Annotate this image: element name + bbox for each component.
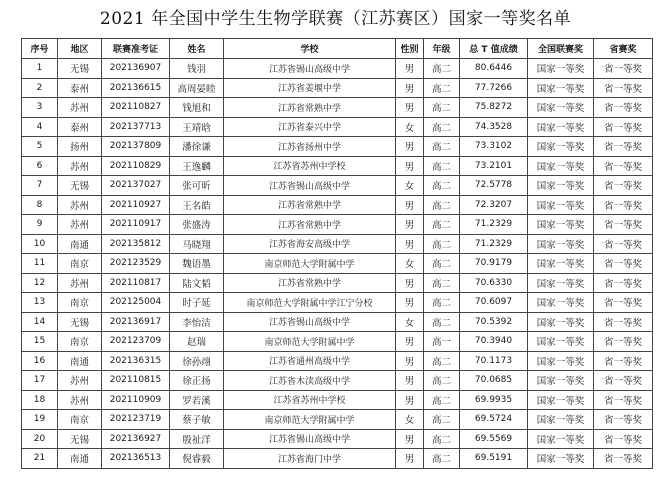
table-row	[22, 449, 653, 469]
cell-name: 赵瑞	[170, 332, 224, 352]
cell-provincial-award: 省一等奖	[594, 410, 653, 430]
cell-gender: 男	[396, 390, 424, 410]
table-row	[22, 293, 653, 313]
cell-score: 72.5778	[460, 176, 528, 196]
cell-name: 罗若溪	[170, 390, 224, 410]
table-row	[22, 410, 653, 430]
cell-national-award: 国家一等奖	[528, 59, 594, 79]
cell-score: 71.2329	[460, 234, 528, 254]
cell-region: 苏州	[58, 273, 102, 293]
cell-region: 无锡	[58, 312, 102, 332]
cell-index: 10	[22, 234, 58, 254]
cell-grade: 高二	[424, 98, 460, 118]
cell-national-award: 国家一等奖	[528, 449, 594, 469]
cell-school: 南京师范大学附属中学	[224, 410, 396, 430]
cell-score: 69.5191	[460, 449, 528, 469]
cell-provincial-award: 省一等奖	[594, 332, 653, 352]
cell-score: 69.9935	[460, 390, 528, 410]
cell-national-award: 国家一等奖	[528, 312, 594, 332]
cell-exam-id: 202110917	[102, 215, 170, 235]
cell-school: 江苏省锡山高级中学	[224, 429, 396, 449]
cell-score: 70.3940	[460, 332, 528, 352]
cell-national-award: 国家一等奖	[528, 78, 594, 98]
cell-provincial-award: 省一等奖	[594, 156, 653, 176]
cell-grade: 高二	[424, 234, 460, 254]
table-row	[22, 98, 653, 118]
cell-score: 77.7266	[460, 78, 528, 98]
table-row	[22, 312, 653, 332]
table-row	[22, 156, 653, 176]
table-row	[22, 234, 653, 254]
cell-school: 江苏省锡山高级中学	[224, 176, 396, 196]
cell-grade: 高二	[424, 410, 460, 430]
cell-grade: 高二	[424, 293, 460, 313]
cell-score: 70.0685	[460, 371, 528, 391]
table-row	[22, 273, 653, 293]
cell-name: 潘徐谦	[170, 137, 224, 157]
cell-exam-id: 202123529	[102, 254, 170, 274]
cell-national-award: 国家一等奖	[528, 293, 594, 313]
cell-national-award: 国家一等奖	[528, 332, 594, 352]
cell-gender: 男	[396, 215, 424, 235]
cell-region: 泰州	[58, 117, 102, 137]
cell-index: 5	[22, 137, 58, 157]
cell-school: 江苏省锡山高级中学	[224, 312, 396, 332]
cell-exam-id: 202110815	[102, 371, 170, 391]
cell-grade: 高二	[424, 117, 460, 137]
cell-index: 18	[22, 390, 58, 410]
cell-gender: 男	[396, 332, 424, 352]
cell-grade: 高二	[424, 78, 460, 98]
cell-school: 江苏省通州高级中学	[224, 351, 396, 371]
cell-national-award: 国家一等奖	[528, 156, 594, 176]
cell-region: 苏州	[58, 390, 102, 410]
table-row	[22, 254, 653, 274]
cell-provincial-award: 省一等奖	[594, 215, 653, 235]
cell-provincial-award: 省一等奖	[594, 371, 653, 391]
cell-region: 南京	[58, 410, 102, 430]
cell-exam-id: 202136513	[102, 449, 170, 469]
cell-national-award: 国家一等奖	[528, 195, 594, 215]
cell-provincial-award: 省一等奖	[594, 117, 653, 137]
cell-name: 殷祉洋	[170, 429, 224, 449]
cell-score: 70.9179	[460, 254, 528, 274]
cell-index: 14	[22, 312, 58, 332]
cell-provincial-award: 省一等奖	[594, 429, 653, 449]
table-body	[22, 59, 653, 469]
cell-region: 苏州	[58, 195, 102, 215]
cell-provincial-award: 省一等奖	[594, 273, 653, 293]
cell-score: 75.8272	[460, 98, 528, 118]
header-national-award: 全国联赛奖	[528, 39, 594, 59]
cell-grade: 高二	[424, 59, 460, 79]
cell-exam-id: 202136917	[102, 312, 170, 332]
cell-name: 钱羽	[170, 59, 224, 79]
cell-region: 苏州	[58, 371, 102, 391]
cell-index: 8	[22, 195, 58, 215]
cell-name: 张可昕	[170, 176, 224, 196]
cell-index: 9	[22, 215, 58, 235]
cell-school: 南京师范大学附属中学江宁分校	[224, 293, 396, 313]
cell-exam-id: 202125004	[102, 293, 170, 313]
cell-grade: 高一	[424, 332, 460, 352]
cell-name: 王靖晗	[170, 117, 224, 137]
table-row	[22, 390, 653, 410]
cell-score: 73.3102	[460, 137, 528, 157]
table-row	[22, 332, 653, 352]
cell-grade: 高二	[424, 390, 460, 410]
cell-school: 南京师范大学附属中学	[224, 254, 396, 274]
cell-score: 69.5724	[460, 410, 528, 430]
cell-provincial-award: 省一等奖	[594, 98, 653, 118]
cell-national-award: 国家一等奖	[528, 429, 594, 449]
table-row	[22, 429, 653, 449]
cell-provincial-award: 省一等奖	[594, 312, 653, 332]
cell-school: 江苏省苏州中学校	[224, 156, 396, 176]
cell-provincial-award: 省一等奖	[594, 176, 653, 196]
cell-gender: 男	[396, 195, 424, 215]
cell-name: 魏语墨	[170, 254, 224, 274]
cell-provincial-award: 省一等奖	[594, 195, 653, 215]
cell-score: 80.6446	[460, 59, 528, 79]
header-grade: 年级	[424, 39, 460, 59]
cell-gender: 男	[396, 449, 424, 469]
cell-index: 4	[22, 117, 58, 137]
cell-region: 扬州	[58, 137, 102, 157]
cell-gender: 女	[396, 312, 424, 332]
cell-provincial-award: 省一等奖	[594, 293, 653, 313]
header-name: 姓名	[170, 39, 224, 59]
cell-region: 南通	[58, 449, 102, 469]
table-row	[22, 176, 653, 196]
table-row	[22, 351, 653, 371]
cell-name: 张盛涛	[170, 215, 224, 235]
header-provincial-award: 省赛奖	[594, 39, 653, 59]
cell-gender: 男	[396, 371, 424, 391]
cell-name: 王逸麟	[170, 156, 224, 176]
cell-national-award: 国家一等奖	[528, 273, 594, 293]
cell-gender: 男	[396, 59, 424, 79]
cell-index: 13	[22, 293, 58, 313]
cell-region: 无锡	[58, 176, 102, 196]
cell-gender: 女	[396, 410, 424, 430]
document-title: 2021 年全国中学生生物学联赛（江苏赛区）国家一等奖名单	[99, 9, 572, 29]
cell-exam-id: 202137027	[102, 176, 170, 196]
cell-gender: 男	[396, 351, 424, 371]
cell-gender: 女	[396, 117, 424, 137]
cell-exam-id: 202137809	[102, 137, 170, 157]
cell-name: 高周晏睦	[170, 78, 224, 98]
cell-gender: 男	[396, 234, 424, 254]
cell-region: 南京	[58, 254, 102, 274]
cell-region: 南通	[58, 234, 102, 254]
cell-index: 16	[22, 351, 58, 371]
cell-region: 无锡	[58, 429, 102, 449]
table-row	[22, 117, 653, 137]
cell-exam-id: 202136927	[102, 429, 170, 449]
cell-name: 倪睿毅	[170, 449, 224, 469]
cell-national-award: 国家一等奖	[528, 98, 594, 118]
cell-provincial-award: 省一等奖	[594, 137, 653, 157]
cell-school: 江苏省泰兴中学	[224, 117, 396, 137]
cell-gender: 男	[396, 156, 424, 176]
table-row	[22, 215, 653, 235]
cell-grade: 高二	[424, 429, 460, 449]
cell-provincial-award: 省一等奖	[594, 234, 653, 254]
cell-gender: 男	[396, 78, 424, 98]
cell-national-award: 国家一等奖	[528, 137, 594, 157]
cell-national-award: 国家一等奖	[528, 410, 594, 430]
table-row	[22, 78, 653, 98]
cell-name: 蔡子敏	[170, 410, 224, 430]
cell-grade: 高二	[424, 176, 460, 196]
header-index: 序号	[22, 39, 58, 59]
cell-region: 泰州	[58, 78, 102, 98]
cell-national-award: 国家一等奖	[528, 254, 594, 274]
cell-school: 江苏省常熟中学	[224, 195, 396, 215]
cell-gender: 男	[396, 98, 424, 118]
table-row	[22, 59, 653, 79]
cell-exam-id: 202110817	[102, 273, 170, 293]
cell-gender: 男	[396, 293, 424, 313]
header-exam-id: 联赛准考证	[102, 39, 170, 59]
cell-school: 江苏省海门中学	[224, 449, 396, 469]
header-school: 学校	[224, 39, 396, 59]
cell-grade: 高二	[424, 195, 460, 215]
table-row	[22, 137, 653, 157]
cell-grade: 高二	[424, 371, 460, 391]
cell-grade: 高二	[424, 351, 460, 371]
cell-exam-id: 202137713	[102, 117, 170, 137]
cell-index: 19	[22, 410, 58, 430]
cell-provincial-award: 省一等奖	[594, 390, 653, 410]
cell-region: 苏州	[58, 156, 102, 176]
cell-gender: 女	[396, 176, 424, 196]
cell-region: 苏州	[58, 215, 102, 235]
header-region: 地区	[58, 39, 102, 59]
cell-exam-id: 202110827	[102, 98, 170, 118]
cell-index: 12	[22, 273, 58, 293]
header-row	[22, 39, 653, 59]
cell-region: 无锡	[58, 59, 102, 79]
cell-name: 徐孙翊	[170, 351, 224, 371]
cell-index: 7	[22, 176, 58, 196]
cell-gender: 男	[396, 137, 424, 157]
cell-score: 70.1173	[460, 351, 528, 371]
cell-index: 1	[22, 59, 58, 79]
table-row	[22, 371, 653, 391]
cell-school: 江苏省扬州中学	[224, 137, 396, 157]
cell-index: 20	[22, 429, 58, 449]
cell-score: 73.2101	[460, 156, 528, 176]
cell-exam-id: 202135812	[102, 234, 170, 254]
cell-exam-id: 202110909	[102, 390, 170, 410]
cell-grade: 高二	[424, 449, 460, 469]
cell-name: 徐正扬	[170, 371, 224, 391]
cell-name: 时子延	[170, 293, 224, 313]
cell-name: 李怡洁	[170, 312, 224, 332]
cell-name: 王名皓	[170, 195, 224, 215]
cell-score: 70.6097	[460, 293, 528, 313]
cell-school: 江苏省姜堰中学	[224, 78, 396, 98]
cell-school: 江苏省海安高级中学	[224, 234, 396, 254]
cell-index: 6	[22, 156, 58, 176]
cell-index: 21	[22, 449, 58, 469]
cell-national-award: 国家一等奖	[528, 234, 594, 254]
cell-grade: 高二	[424, 273, 460, 293]
cell-score: 72.3207	[460, 195, 528, 215]
awards-table	[21, 38, 653, 469]
cell-index: 15	[22, 332, 58, 352]
cell-provincial-award: 省一等奖	[594, 449, 653, 469]
cell-name: 陆文韬	[170, 273, 224, 293]
cell-exam-id: 202136315	[102, 351, 170, 371]
cell-school: 江苏省常熟中学	[224, 98, 396, 118]
cell-provincial-award: 省一等奖	[594, 254, 653, 274]
cell-exam-id: 202136615	[102, 78, 170, 98]
header-score: 总 T 值成绩	[460, 39, 528, 59]
cell-score: 74.3528	[460, 117, 528, 137]
cell-exam-id: 202136907	[102, 59, 170, 79]
cell-school: 江苏省木渎高级中学	[224, 371, 396, 391]
cell-gender: 男	[396, 273, 424, 293]
cell-exam-id: 202110927	[102, 195, 170, 215]
cell-score: 70.6330	[460, 273, 528, 293]
cell-school: 江苏省常熟中学	[224, 215, 396, 235]
cell-gender: 男	[396, 429, 424, 449]
header-gender: 性别	[396, 39, 424, 59]
cell-exam-id: 202123709	[102, 332, 170, 352]
cell-name: 马晓翔	[170, 234, 224, 254]
cell-exam-id: 202110829	[102, 156, 170, 176]
cell-school: 江苏省苏州中学校	[224, 390, 396, 410]
cell-gender: 女	[396, 254, 424, 274]
cell-provincial-award: 省一等奖	[594, 78, 653, 98]
cell-grade: 高二	[424, 137, 460, 157]
cell-national-award: 国家一等奖	[528, 371, 594, 391]
cell-region: 南京	[58, 293, 102, 313]
cell-score: 69.5569	[460, 429, 528, 449]
cell-national-award: 国家一等奖	[528, 176, 594, 196]
table-header	[22, 39, 653, 59]
cell-school: 江苏省常熟中学	[224, 273, 396, 293]
cell-region: 南京	[58, 332, 102, 352]
cell-grade: 高二	[424, 254, 460, 274]
cell-index: 2	[22, 78, 58, 98]
cell-school: 江苏省锡山高级中学	[224, 59, 396, 79]
cell-grade: 高二	[424, 156, 460, 176]
cell-national-award: 国家一等奖	[528, 390, 594, 410]
cell-national-award: 国家一等奖	[528, 117, 594, 137]
cell-index: 11	[22, 254, 58, 274]
cell-score: 71.2329	[460, 215, 528, 235]
cell-score: 70.5392	[460, 312, 528, 332]
cell-region: 苏州	[58, 98, 102, 118]
cell-index: 17	[22, 371, 58, 391]
cell-exam-id: 202123719	[102, 410, 170, 430]
cell-provincial-award: 省一等奖	[594, 59, 653, 79]
cell-national-award: 国家一等奖	[528, 351, 594, 371]
cell-name: 钱旭和	[170, 98, 224, 118]
table-row	[22, 195, 653, 215]
cell-provincial-award: 省一等奖	[594, 351, 653, 371]
cell-grade: 高二	[424, 312, 460, 332]
cell-region: 南通	[58, 351, 102, 371]
cell-grade: 高二	[424, 215, 460, 235]
cell-index: 3	[22, 98, 58, 118]
cell-national-award: 国家一等奖	[528, 215, 594, 235]
cell-school: 南京师范大学附属中学	[224, 332, 396, 352]
